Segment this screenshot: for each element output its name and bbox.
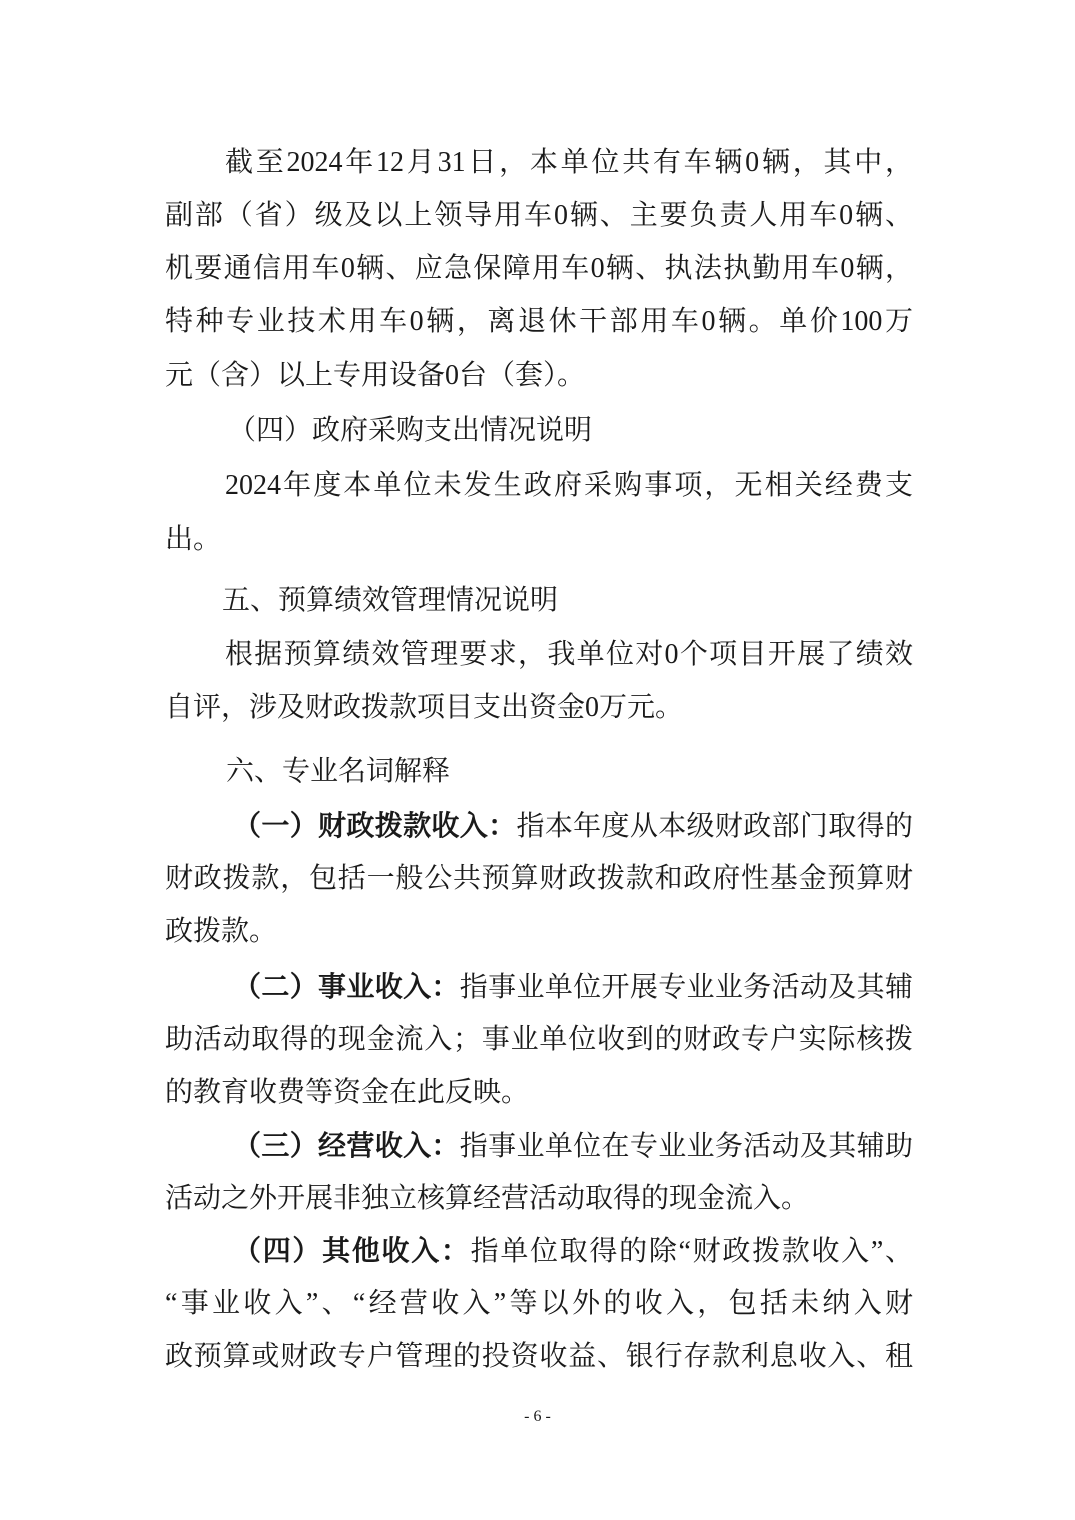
- text-line: 活动之外开展非独立核算经营活动取得的现金流入。: [165, 1183, 810, 1214]
- term-text: 指单位取得的除“财政拨款收入”、: [470, 1236, 913, 1267]
- section-heading-performance: 五、预算绩效管理情况说明: [222, 584, 559, 615]
- section-heading-glossary: 六、专业名词解释: [226, 755, 451, 786]
- term-title: （一）财政拨款收入：: [233, 810, 517, 841]
- section-heading-procurement: （四）政府采购支出情况说明: [228, 414, 593, 445]
- text-line: 助活动取得的现金流入；事业单位收到的财政专户实际核拨: [165, 1024, 913, 1055]
- text-line: 政预算或财政专户管理的投资收益、银行存款利息收入、租: [165, 1341, 913, 1372]
- term-text: 指事业单位开展专业业务活动及其辅: [459, 972, 913, 1003]
- term-text: 指本年度从本级财政部门取得的: [516, 811, 913, 842]
- text-line: 截至2024年12月31日，本单位共有车辆0辆，其中，: [225, 147, 913, 178]
- text-line: 副部（省）级及以上领导用车0辆、主要负责人用车0辆、: [165, 200, 913, 231]
- term-line: [233, 1126, 913, 1166]
- text-line: 财政拨款，包括一般公共预算财政拨款和政府性基金预算财: [165, 863, 913, 894]
- term-title: （二）事业收入：: [233, 971, 460, 1002]
- term-title: （四）其他收入：: [233, 1235, 471, 1266]
- page-number: - 6 -: [524, 1408, 551, 1425]
- text-line: 出。: [165, 524, 222, 555]
- term-line: [233, 967, 913, 1007]
- text-line: 元（含）以上专用设备0台（套）。: [165, 360, 586, 391]
- text-line: 2024年度本单位未发生政府采购事项，无相关经费支: [225, 470, 913, 501]
- text-line: “事业收入”、“经营收入”等以外的收入，包括未纳入财: [165, 1288, 913, 1319]
- term-text: 指事业单位在专业业务活动及其辅助: [459, 1131, 913, 1162]
- text-line: 政拨款。: [165, 916, 278, 947]
- text-line: 特种专业技术用车0辆，离退休干部用车0辆。单价100万: [165, 306, 913, 337]
- text-line: 自评，涉及财政拨款项目支出资金0万元。: [165, 692, 684, 723]
- text-line: 机要通信用车0辆、应急保障用车0辆、执法执勤用车0辆，: [165, 253, 913, 284]
- term-line: [233, 806, 913, 846]
- text-line: 的教育收费等资金在此反映。: [165, 1077, 530, 1108]
- term-line: [233, 1231, 913, 1271]
- text-line: 根据预算绩效管理要求，我单位对0个项目开展了绩效: [225, 639, 913, 670]
- term-title: （三）经营收入：: [233, 1130, 460, 1161]
